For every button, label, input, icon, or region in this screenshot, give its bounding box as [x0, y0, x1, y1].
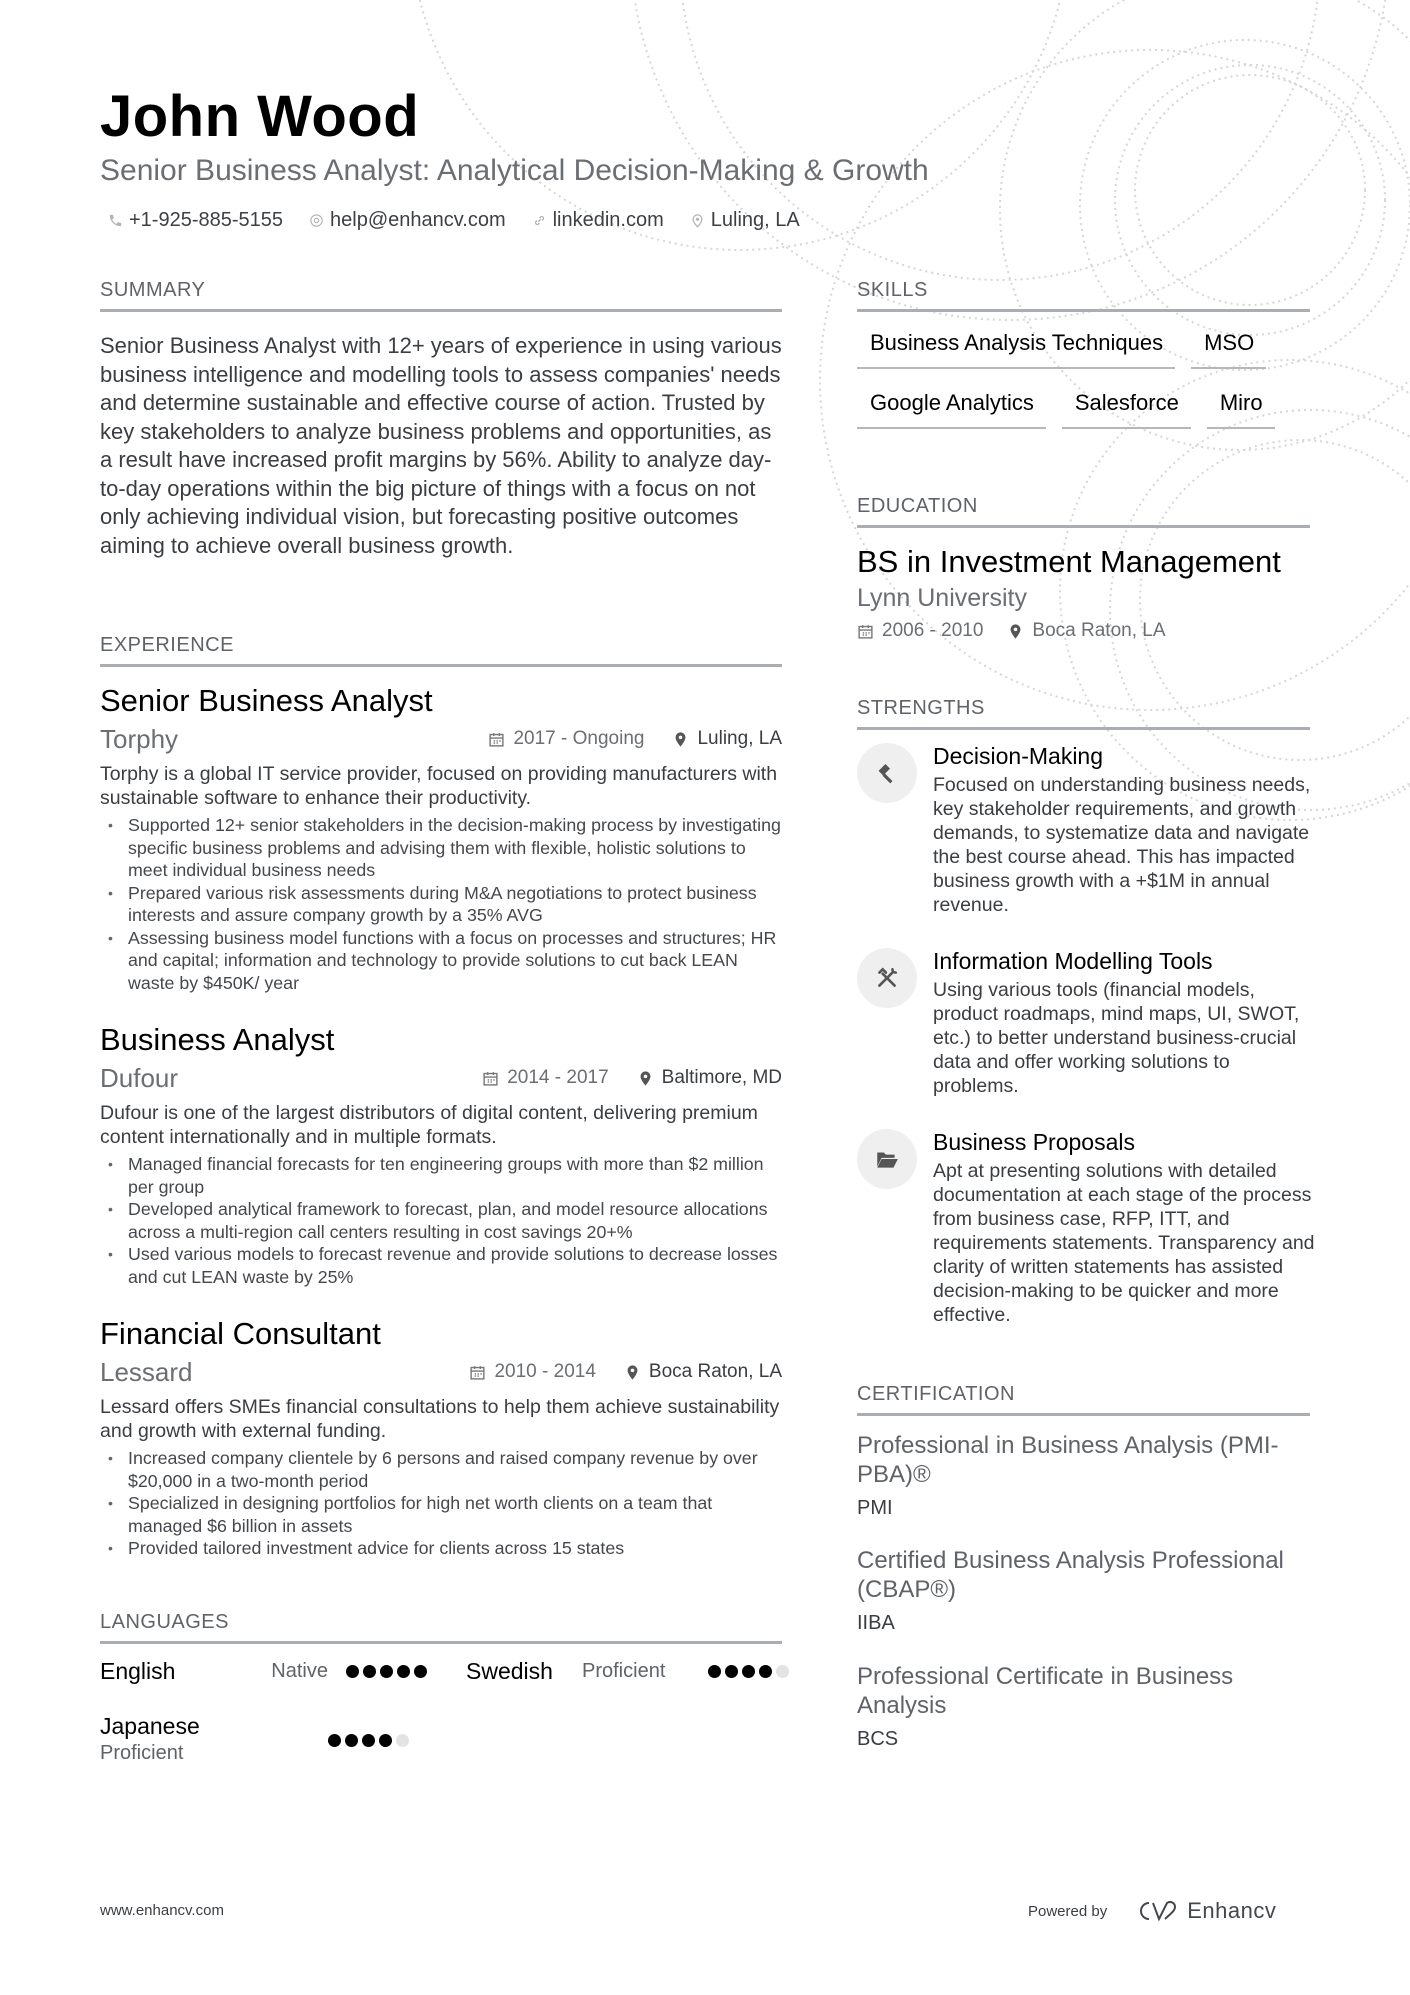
rating-dot-filled [328, 1734, 341, 1747]
rating-dot-filled [708, 1665, 721, 1678]
certification-section [857, 1382, 1310, 1416]
skill-tag: Salesforce [1062, 387, 1191, 429]
bullet-item: • Used various models to forecast revenue and provide solutions to decrease losses and cut LEAN waste by 25% [100, 1243, 782, 1288]
skill-tag: Business Analysis Techniques [857, 327, 1175, 369]
section-heading-experience: EXPERIENCE [100, 634, 234, 656]
rating-dot-filled [414, 1665, 427, 1678]
strength-title: Business Proposals [933, 1129, 1135, 1155]
job-company: Torphy [100, 724, 179, 754]
job-bullets [100, 1153, 782, 1288]
section-divider [857, 1413, 1310, 1416]
language-item [100, 1658, 427, 1685]
contact-location [690, 206, 800, 234]
rating-dot-filled [380, 1665, 393, 1678]
summary-section [100, 278, 782, 560]
rating-dot-filled [345, 1734, 358, 1747]
strength-description: Focused on understanding business needs, key stakeholder requirements, and growth demands, to systematize data and navigate the best course ahead. This has impacted business growth with a +$1M in annual revenue. [933, 774, 1311, 916]
language-level: Native [271, 1660, 328, 1682]
bullet-item: • Specialized in designing portfolios for high net worth clients on a team that managed $6 billion in assets [100, 1492, 782, 1537]
candidate-title: Senior Business Analyst: Analytical Decision-Making & Growth [100, 154, 929, 187]
job-location: Baltimore, MD [661, 1067, 782, 1088]
language-item [466, 1658, 789, 1685]
section-heading-languages: LANGUAGES [100, 1611, 229, 1633]
job-dates: 2014 - 2017 [507, 1067, 609, 1088]
skill-tag: Google Analytics [857, 387, 1046, 429]
experience-section [100, 633, 782, 667]
job-description: Torphy is a global IT service provider, focused on providing manufacturers with sustainable software to enhance their productivity. [100, 763, 778, 809]
certification-item [857, 1431, 1317, 1521]
job-location: Luling, LA [697, 728, 782, 749]
contact-phone-text: +1-925-885-5155 [129, 209, 284, 231]
rating-dot-empty [396, 1734, 409, 1747]
language-rating [346, 1665, 427, 1678]
section-heading-summary: SUMMARY [100, 279, 206, 301]
education-section [857, 494, 1310, 642]
calendar-icon [469, 1364, 486, 1381]
job-bullets [100, 814, 782, 994]
job-description: Dufour is one of the largest distributors of digital content, delivering premium content internationally and in multiple formats. [100, 1102, 758, 1148]
bullet-item: • Assessing business model functions with a focus on processes and structures; HR and capital; information and technology to provide solutions to cut back LEAN waste by $450K/ year [100, 927, 782, 995]
skill-tag: MSO [1191, 327, 1266, 369]
language-level: Proficient [100, 1742, 184, 1764]
calendar-icon [482, 1070, 499, 1087]
powered-by-label: Powered by [1028, 1902, 1108, 1920]
contact-linkedin-text: linkedin.com [552, 209, 664, 231]
rating-dot-filled [725, 1665, 738, 1678]
certification-item [857, 1662, 1317, 1752]
rating-dot-filled [759, 1665, 772, 1678]
section-divider [857, 309, 1310, 312]
rating-dot-filled [346, 1665, 359, 1678]
strength-item [857, 741, 1317, 917]
skills-section [857, 278, 1310, 312]
job-description: Lessard offers SMEs financial consultations to help them achieve sustainability and growth with external funding. [100, 1396, 780, 1442]
bullet-item: • Increased company clientele by 6 persons and raised company revenue by over $20,000 in a two-month period [100, 1447, 782, 1492]
section-divider [100, 1641, 782, 1644]
job-title: Financial Consultant [100, 1316, 381, 1351]
certification-issuer: BCS [857, 1728, 899, 1750]
education-location: Boca Raton, LA [1032, 620, 1166, 641]
job-title: Business Analyst [100, 1022, 335, 1057]
certification-name: Professional Certificate in Business Analysis [857, 1663, 1234, 1719]
location-icon [624, 1364, 641, 1381]
section-divider [100, 309, 782, 312]
rating-dot-filled [742, 1665, 755, 1678]
rating-dot-filled [379, 1734, 392, 1747]
certification-issuer: IIBA [857, 1612, 895, 1634]
skills-list [857, 327, 1310, 429]
strength-item [857, 1127, 1317, 1327]
job-bullets [100, 1447, 782, 1560]
strength-item [857, 946, 1317, 1098]
section-divider [857, 727, 1310, 730]
section-heading-skills: SKILLS [857, 279, 928, 301]
strengths-section [857, 696, 1310, 730]
contact-email-text: help@enhancv.com [330, 209, 506, 231]
contact-list [108, 206, 800, 234]
section-divider [100, 664, 782, 667]
education-dates: 2006 - 2010 [882, 620, 984, 641]
section-heading-certification: CERTIFICATION [857, 1383, 1015, 1405]
location-icon [672, 731, 689, 748]
contact-phone[interactable] [108, 206, 283, 234]
section-divider [857, 525, 1310, 528]
education-school: Lynn University [857, 584, 1027, 612]
tools-icon [874, 965, 900, 991]
language-rating [708, 1665, 789, 1678]
certification-name: Certified Business Analysis Professional (CBAP®) [857, 1547, 1284, 1603]
language-name: Swedish [466, 1658, 553, 1684]
bullet-item: • Provided tailored investment advice for clients across 15 states [100, 1537, 782, 1560]
phone-icon [108, 213, 123, 228]
certification-item [857, 1546, 1317, 1636]
folder-open-icon [874, 1146, 900, 1172]
footer-powered-by [1028, 1898, 1276, 1924]
contact-linkedin[interactable] [532, 206, 664, 234]
language-name: English [100, 1658, 176, 1684]
job-title: Senior Business Analyst [100, 683, 433, 718]
job-dates: 2010 - 2014 [494, 1361, 596, 1382]
skill-tag: Miro [1207, 387, 1275, 429]
brand-logo[interactable] [1133, 1898, 1276, 1924]
at-icon [309, 213, 324, 228]
bullet-item: • Developed analytical framework to forecast, plan, and model resource allocations across a multi-region call centers resulting in cost savings 20+% [100, 1198, 782, 1243]
languages-section [100, 1610, 782, 1644]
strength-description: Using various tools (financial models, product roadmaps, mind maps, UI, SWOT, etc.) to better understand business-crucial data and offer working solutions to problems. [933, 979, 1300, 1097]
link-icon [532, 213, 547, 228]
contact-email[interactable] [309, 206, 506, 234]
language-item [100, 1713, 200, 1765]
section-heading-education: EDUCATION [857, 495, 978, 517]
rating-dot-filled [363, 1665, 376, 1678]
bullet-item: • Managed financial forecasts for ten engineering groups with more than $2 million per group [100, 1153, 782, 1198]
job-location: Boca Raton, LA [648, 1361, 782, 1382]
calendar-icon [488, 731, 505, 748]
strength-title: Information Modelling Tools [933, 948, 1213, 974]
location-icon [690, 213, 705, 228]
gavel-icon [874, 760, 900, 786]
certification-name: Professional in Business Analysis (PMI-PBA)® [857, 1432, 1279, 1488]
calendar-icon [857, 623, 874, 640]
certification-issuer: PMI [857, 1497, 893, 1519]
job-dates: 2017 - Ongoing [513, 728, 645, 749]
brand-name: Enhancv [1187, 1898, 1277, 1923]
location-icon [1007, 623, 1024, 640]
language-rating [328, 1734, 409, 1747]
education-degree: BS in Investment Management [857, 544, 1281, 579]
bullet-item: • Supported 12+ senior stakeholders in the decision-making process by investigating specific business problems and advising them with flexible, holistic solutions to meet individual business needs [100, 814, 782, 882]
rating-dot-empty [776, 1665, 789, 1678]
candidate-name: John Wood [100, 84, 420, 149]
language-level: Proficient [582, 1660, 666, 1682]
strength-title: Decision-Making [933, 743, 1104, 769]
summary-text: Senior Business Analyst with 12+ years of experience in using various business intelligence and modelling tools to assess companies' needs and determine sustainable and effective course of action. Trusted by key stakeholders to analyze business problems and opportunities, as a result have increased profit margins by 56%. Ability to analyze day-to-day operations within the big picture of things with a focus on not only achieving individual vision, but forecasting positive outcomes aiming to achieve overall business growth. [100, 333, 782, 558]
location-icon [637, 1070, 654, 1087]
job-company: Dufour [100, 1063, 179, 1093]
bullet-item: • Prepared various risk assessments during M&A negotiations to protect business interests and assure company growth by a 35% AVG [100, 882, 782, 927]
section-heading-strengths: STRENGTHS [857, 697, 985, 719]
contact-location-text: Luling, LA [710, 209, 800, 231]
enhancv-logo-icon [1133, 1899, 1179, 1923]
footer-website-link[interactable]: www.enhancv.com [100, 1902, 224, 1919]
language-name: Japanese [100, 1713, 200, 1739]
rating-dot-filled [397, 1665, 410, 1678]
job-entry [100, 1021, 782, 1288]
rating-dot-filled [362, 1734, 375, 1747]
job-entry [100, 1315, 782, 1560]
job-entry [100, 682, 782, 994]
job-company: Lessard [100, 1357, 193, 1387]
strength-description: Apt at presenting solutions with detailed documentation at each stage of the process from business case, RFP, ITT, and requirements statements. Transparency and clarity of written statements has assisted decision-making to be quicker and more effective. [933, 1160, 1315, 1326]
